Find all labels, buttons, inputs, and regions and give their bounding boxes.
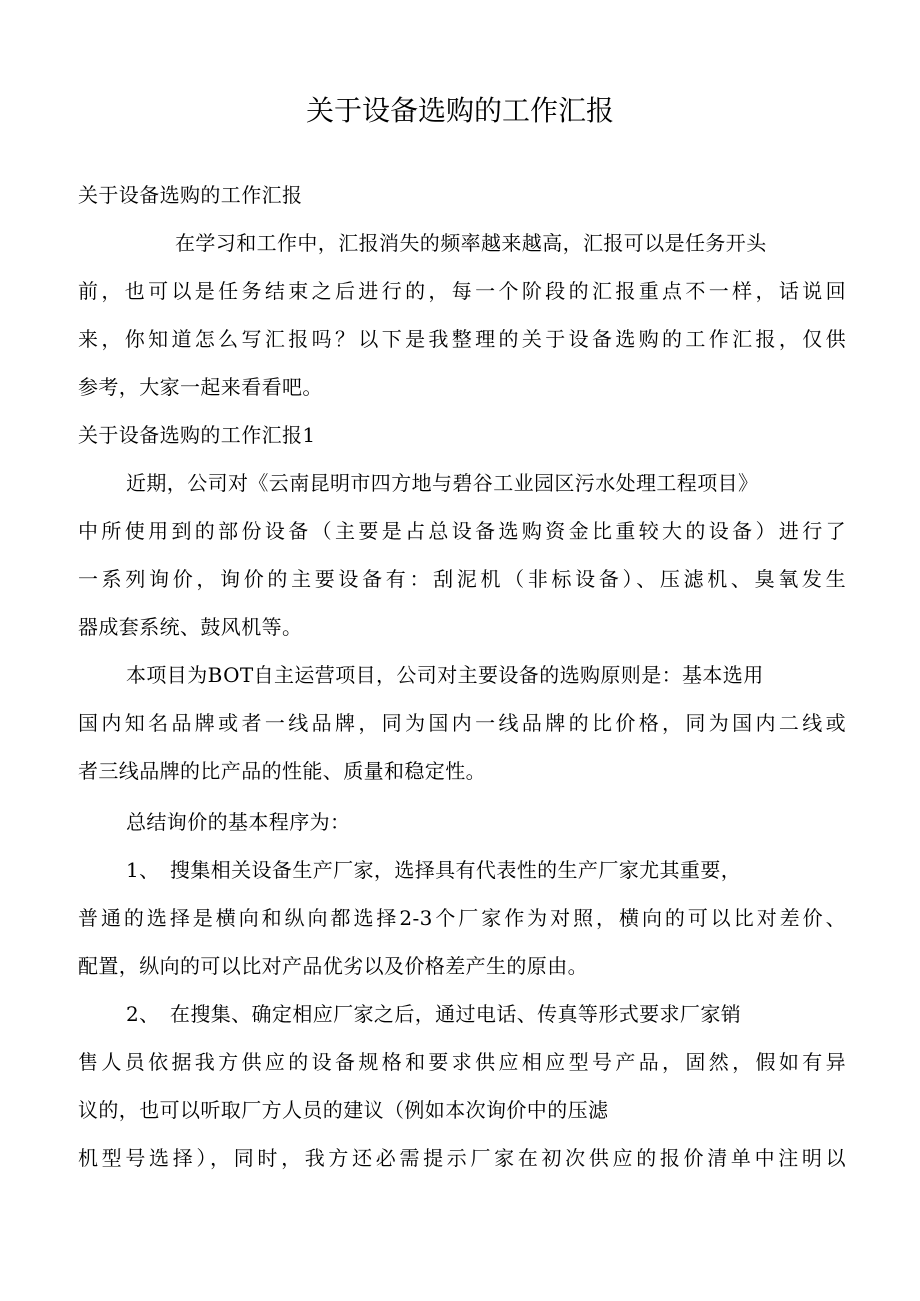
list-item-line: 1、 搜集相关设备生产厂家，选择具有代表性的生产厂家尤其重要， — [126, 858, 742, 882]
body-line: 本项目为BOT自主运营项目，公司对主要设备的选购原则是：基本选用 — [126, 663, 764, 687]
body-line: 中所使用到的部份设备（主要是占总设备选购资金比重较大的设备）进行了 — [78, 519, 846, 543]
list-item-line: 售人员依据我方供应的设备规格和要求供应相应型号产品，固然，假如有异 — [78, 1050, 846, 1074]
body-line: 者三线品牌的比产品的性能、质量和稳定性。 — [78, 759, 486, 783]
body-line: 国内知名品牌或者一线品牌，同为国内一线品牌的比价格，同为国内二线或 — [78, 711, 846, 735]
list-item-line: 普通的选择是横向和纵向都选择2-3个厂家作为对照，横向的可以比对差价、 — [78, 906, 846, 930]
subtitle-line: 关于设备选购的工作汇报 — [78, 183, 303, 207]
body-line: 参考，大家一起来看看吧。 — [78, 375, 323, 399]
body-line: 近期，公司对《云南昆明市四方地与碧谷工业园区污水处理工程项目》 — [126, 471, 759, 495]
list-item-line: 机型号选择），同时，我方还必需提示厂家在初次供应的报价清单中注明以 — [78, 1146, 846, 1170]
list-item-line: 2、 在搜集、确定相应厂家之后，通过电话、传真等形式要求厂家销 — [126, 1002, 742, 1026]
body-line: 器成套系统、鼓风机等。 — [78, 615, 303, 639]
list-item-line: 议的，也可以听取厂方人员的建议（例如本次询价中的压滤 — [78, 1098, 609, 1122]
list-item-line: 配置，纵向的可以比对产品优劣以及价格差产生的原由。 — [78, 954, 588, 978]
body-line: 总结询价的基本程序为： — [126, 810, 351, 834]
body-line: 前，也可以是任务结束之后进行的，每一个阶段的汇报重点不一样，话说回 — [78, 279, 846, 303]
body-line: 来，你知道怎么写汇报吗？以下是我整理的关于设备选购的工作汇报，仅供 — [78, 327, 846, 351]
body-line: 一系列询价，询价的主要设备有：刮泥机（非标设备）、压滤机、臭氧发生 — [78, 567, 846, 591]
document-title: 关于设备选购的工作汇报 — [305, 94, 614, 127]
body-line: 在学习和工作中，汇报消失的频率越来越高，汇报可以是任务开头 — [175, 231, 767, 255]
section-heading: 关于设备选购的工作汇报1 — [78, 423, 316, 447]
